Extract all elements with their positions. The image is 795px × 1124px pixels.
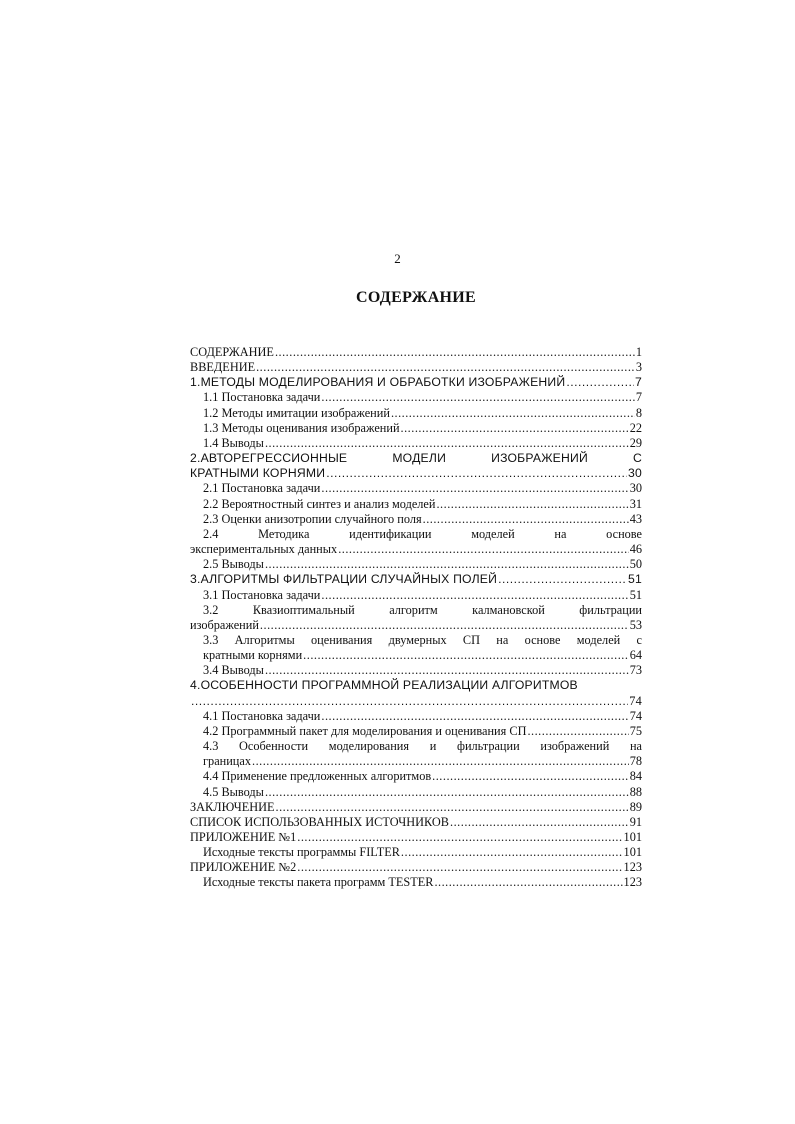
toc-leader-dots	[252, 754, 629, 769]
toc-entry-title: 4.1 Постановка задачи	[203, 708, 321, 723]
toc-entry[interactable]	[190, 724, 642, 739]
toc-leader-dots	[265, 785, 629, 800]
toc-entry[interactable]	[190, 633, 642, 663]
toc-entry-title: 3.4 Выводы	[203, 663, 264, 678]
toc-entry-title: изображений	[190, 617, 259, 632]
toc-entry[interactable]	[190, 860, 642, 875]
toc-entry-title: границах	[203, 754, 251, 769]
toc-entry-title: кратными корнями	[203, 648, 303, 663]
toc-entry-page: 30	[628, 466, 642, 481]
toc-entry-title-line1: 2.АВТОРЕГРЕССИОННЫЕ МОДЕЛИ ИЗОБРАЖЕНИЙ С	[190, 451, 642, 466]
toc-entry-page: 8	[635, 405, 642, 420]
toc-entry-title: экспериментальных данных	[190, 542, 338, 557]
toc-entry-title: СОДЕРЖАНИЕ	[190, 345, 274, 359]
toc-leader-dots	[265, 557, 629, 572]
toc-entry-title-line1: 4.ОСОБЕННОСТИ ПРОГРАММНОЙ РЕАЛИЗАЦИИ АЛГОРИТМОВ	[190, 678, 578, 693]
toc-leader-dots	[401, 845, 623, 860]
toc-entry[interactable]	[190, 603, 642, 633]
toc-entry-title: ПРИЛОЖЕНИЕ №2	[190, 860, 297, 875]
toc-leader-dots	[436, 497, 628, 512]
toc-entry[interactable]	[190, 527, 642, 557]
toc-entry-title: 3.1 Постановка задачи	[203, 587, 321, 602]
toc-entry[interactable]	[190, 481, 642, 496]
toc-entry[interactable]	[190, 845, 642, 860]
toc-entry-title: 2.2 Вероятностный синтез и анализ моделей	[203, 496, 436, 511]
toc-entry[interactable]	[190, 436, 642, 451]
toc-leader-dots	[321, 390, 634, 405]
toc-entry[interactable]	[190, 663, 642, 678]
toc-entry-title: 3.АЛГОРИТМЫ ФИЛЬТРАЦИИ СЛУЧАЙНЫХ ПОЛЕЙ	[190, 572, 498, 587]
toc-entry-page: 50	[629, 557, 642, 572]
toc-leader-dots	[191, 694, 628, 709]
toc-entry[interactable]	[190, 421, 642, 436]
page-title: СОДЕРЖАНИЕ	[355, 289, 477, 306]
toc-entry[interactable]	[190, 406, 642, 421]
toc-leader-dots	[260, 618, 629, 633]
toc-entry-page: 3	[635, 360, 642, 375]
toc-entry-title: 1.4 Выводы	[203, 435, 264, 450]
toc-entry-page: 1	[635, 345, 642, 359]
toc-leader-dots	[338, 542, 629, 557]
toc-leader-dots	[321, 481, 628, 496]
toc-entry-title: 2.3 Оценки анизотропии случайного поля	[203, 511, 422, 526]
toc-leader-dots	[256, 360, 635, 375]
toc-leader-dots	[321, 709, 628, 724]
toc-entry[interactable]	[190, 557, 642, 572]
table-of-contents	[190, 345, 642, 891]
toc-entry-page: 51	[628, 572, 642, 587]
toc-entry-title: ВВЕДЕНИЕ	[190, 360, 256, 375]
toc-entry[interactable]	[190, 345, 642, 360]
toc-entry-title: 4.4 Применение предложенных алгоритмов	[203, 769, 432, 784]
toc-leader-dots	[527, 724, 628, 739]
toc-leader-dots	[321, 588, 628, 603]
toc-entry[interactable]	[190, 588, 642, 603]
toc-leader-dots	[297, 830, 622, 845]
toc-entry-title: 1.2 Методы имитации изображений	[203, 405, 390, 420]
toc-entry-title: СПИСОК ИСПОЛЬЗОВАННЫХ ИСТОЧНИКОВ	[190, 814, 450, 829]
toc-entry-title: 1.1 Постановка задачи	[203, 390, 321, 405]
toc-leader-dots	[297, 860, 622, 875]
toc-leader-dots	[303, 648, 629, 663]
toc-entry[interactable]	[190, 360, 642, 375]
toc-leader-dots	[391, 406, 635, 421]
toc-leader-dots	[326, 466, 627, 481]
toc-entry[interactable]	[190, 830, 642, 845]
toc-leader-dots	[434, 875, 622, 890]
toc-entry-page: 22	[629, 420, 642, 435]
toc-entry[interactable]	[190, 451, 642, 481]
toc-leader-dots	[401, 421, 629, 436]
toc-entry[interactable]	[190, 512, 642, 527]
toc-leader-dots	[275, 345, 635, 360]
toc-entry-title-line1: 2.4 Методика идентификации моделей на основе	[203, 526, 642, 541]
toc-entry-title-line1: 3.2 Квазиоптимальный алгоритм калмановской фильтрации	[203, 602, 642, 617]
toc-entry-page: 123	[623, 875, 642, 890]
toc-entry-title: 1.3 Методы оценивания изображений	[203, 420, 400, 435]
toc-leader-dots	[498, 572, 627, 587]
toc-leader-dots	[450, 815, 629, 830]
toc-entry[interactable]	[190, 815, 642, 830]
toc-entry-page: 7	[635, 390, 642, 405]
toc-entry[interactable]	[190, 497, 642, 512]
toc-leader-dots	[566, 375, 634, 390]
toc-leader-dots	[423, 512, 629, 527]
toc-entry-page: 30	[629, 481, 642, 496]
toc-entry-page: 29	[629, 435, 642, 450]
toc-leader-dots	[276, 800, 629, 815]
toc-leader-dots	[265, 663, 629, 678]
toc-entry-title: 1.МЕТОДЫ МОДЕЛИРОВАНИЯ И ОБРАБОТКИ ИЗОБРАЖЕНИЙ	[190, 375, 566, 390]
toc-entry-title: ПРИЛОЖЕНИЕ №1	[190, 830, 297, 844]
toc-entry-title: 2.1 Постановка задачи	[203, 481, 321, 496]
toc-entry-page: 64	[629, 648, 642, 663]
toc-entry-page: 89	[629, 799, 642, 814]
toc-entry-page: 43	[629, 511, 642, 526]
toc-entry-page: 74	[629, 693, 642, 708]
toc-entry-page: 75	[629, 723, 642, 738]
toc-entry-page: 123	[623, 860, 642, 875]
toc-leader-dots	[265, 436, 629, 451]
toc-entry-title: 4.5 Выводы	[203, 784, 264, 799]
toc-entry[interactable]	[190, 709, 642, 724]
toc-entry-title: 2.5 Выводы	[203, 557, 264, 572]
toc-entry-page: 91	[629, 814, 642, 829]
toc-entry-page: 74	[629, 708, 642, 723]
toc-entry-page: 84	[629, 769, 642, 784]
toc-entry-page: 31	[629, 496, 642, 511]
toc-entry[interactable]	[190, 739, 642, 769]
toc-entry-page: 53	[629, 617, 642, 632]
toc-entry-title: КРАТНЫМИ КОРНЯМИ	[190, 466, 326, 481]
toc-entry[interactable]	[190, 875, 642, 890]
toc-entry-page: 73	[629, 663, 642, 678]
toc-entry-page: 101	[623, 845, 642, 860]
toc-entry-title-line1: 3.3 Алгоритмы оценивания двумерных СП на основе моделей с	[203, 632, 642, 647]
toc-leader-dots	[432, 769, 629, 784]
page-number: 2	[394, 251, 401, 266]
toc-entry[interactable]	[190, 678, 642, 708]
toc-entry[interactable]	[190, 800, 642, 815]
toc-entry-title: ЗАКЛЮЧЕНИЕ	[190, 799, 275, 814]
toc-entry[interactable]	[190, 390, 642, 405]
toc-entry[interactable]	[190, 572, 642, 587]
toc-entry-page: 101	[623, 830, 642, 844]
toc-entry-title: Исходные тексты программы FILTER	[203, 845, 400, 860]
toc-entry-title: 4.2 Программный пакет для моделирования и оценивания СП	[203, 723, 527, 738]
toc-entry-title-line1: 4.3 Особенности моделирования и фильтрации изображений на	[203, 739, 642, 754]
toc-entry-page: 46	[629, 542, 642, 557]
toc-entry-page: 51	[629, 587, 642, 602]
toc-entry[interactable]	[190, 375, 642, 390]
toc-entry-page: 7	[635, 375, 642, 390]
toc-entry[interactable]	[190, 785, 642, 800]
toc-entry-page: 88	[629, 784, 642, 799]
toc-entry[interactable]	[190, 769, 642, 784]
toc-entry-title: Исходные тексты пакета программ TESTER	[203, 875, 434, 890]
toc-entry-page: 78	[629, 754, 642, 769]
